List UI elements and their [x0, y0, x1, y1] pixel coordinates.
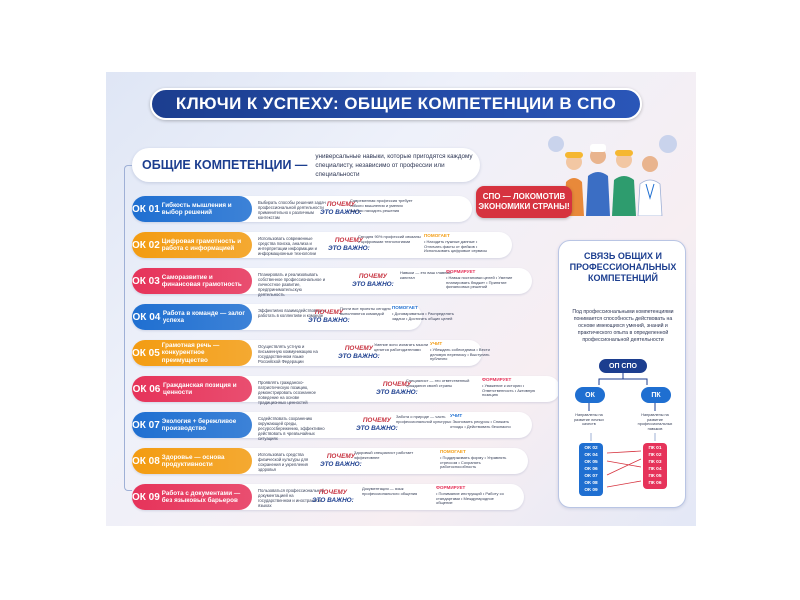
competency-name: Здоровье — основа продуктивности — [161, 453, 225, 468]
why-important-label — [352, 273, 394, 289]
skills-heading: ФОРМИРУЕТ — [446, 269, 476, 274]
competency-row — [132, 376, 560, 405]
competency-description: Пользоваться профессиональной документацией на государственном и иностранном языках — [258, 488, 324, 508]
why-label-line-1: ПОЧЕМУ — [334, 237, 363, 244]
list-bracket — [124, 165, 132, 491]
skills-heading: ФОРМИРУЕТ — [436, 485, 466, 490]
competency-code: ОК 02 — [132, 239, 160, 251]
ok-node: ОК — [575, 387, 605, 403]
competency-code: ОК 04 — [132, 311, 161, 323]
competency-pill — [132, 304, 252, 330]
poster — [106, 72, 696, 526]
competency-pill — [132, 196, 252, 222]
why-label-line-1: ПОЧЕМУ — [362, 417, 391, 424]
why-label-line-2: ЭТО ВАЖНО: — [320, 208, 362, 216]
competency-code: ОК 05 — [132, 347, 160, 359]
why-label-line-2: ЭТО ВАЖНО: — [338, 352, 380, 360]
competency-code: ОК 06 — [132, 383, 161, 395]
competency-code: ОК 09 — [132, 491, 160, 503]
competency-explanation: Умение ясно излагать мысли ценится работодателями — [374, 342, 429, 352]
skills-heading: ПОМОГАЕТ — [440, 449, 466, 454]
page-title: КЛЮЧИ К УСПЕХУ: ОБЩИЕ КОМПЕТЕНЦИИ В СПО — [150, 88, 642, 120]
ok-node-text: Направлены на развитие личных качеств — [573, 413, 605, 426]
spo-badge: СПО — ЛОКОМОТИВ ЭКОНОМИКИ СТРАНЫ! — [476, 186, 572, 218]
ok-code-item: ОК 07 — [584, 474, 598, 479]
panel-title: СВЯЗЬ ОБЩИХ И ПРОФЕССИОНАЛЬНЫХ КОМПЕТЕНЦИЙ — [569, 251, 677, 283]
why-label-line-1: ПОЧЕМУ — [318, 489, 347, 496]
competency-row — [132, 340, 490, 366]
competency-pill — [132, 232, 252, 258]
pk-code-item: ПК 05 — [648, 474, 662, 479]
competency-name: Саморазвитие и финансовая грамотность — [161, 273, 242, 288]
why-label-line-1: ПОЧЕМУ — [344, 345, 373, 352]
competency-pill — [132, 340, 252, 366]
competency-description: Выбирать способы решения задач профессиональной деятельности применительно к различным контекстам — [258, 200, 326, 220]
competency-skills — [392, 306, 462, 321]
competency-explanation: Документация — язык профессионального общения — [362, 486, 418, 496]
skills-text: • Поддерживать форму • Управлять стрессом • Сохранять работоспособность — [440, 454, 507, 470]
skills-text: • Навык постановки целей • Умение планировать бюджет • Принятие финансовых решений — [446, 274, 513, 290]
competency-description: Использовать средства физической культуры для сохранения и укрепления здоровья — [258, 452, 309, 472]
ok-code-item: ОК 08 — [584, 481, 598, 486]
competency-row — [132, 268, 532, 297]
competency-skills — [446, 270, 516, 290]
competency-row — [132, 304, 454, 330]
why-label-line-1: ПОЧЕМУ — [382, 381, 411, 388]
ok-code-item: ОК 05 — [584, 460, 598, 465]
competency-name: Гражданская позиция и ценности — [162, 381, 237, 396]
competency-skills — [424, 234, 494, 254]
competency-description: Содействовать сохранению окружающей среды, ресурсосбережению, эффективно действовать в чрезвычайных ситуациях — [258, 416, 325, 441]
why-label-line-1: ПОЧЕМУ — [314, 309, 343, 316]
why-important-label — [356, 417, 398, 433]
ok-code-item: ОК 09 — [584, 488, 598, 493]
pk-code-item: ПК 06 — [648, 481, 662, 486]
competency-name: Грамотная речь — конкурентное преимущество — [161, 341, 220, 364]
competency-skills — [482, 378, 552, 398]
competency-pill — [132, 484, 252, 510]
competency-code: ОК 08 — [132, 455, 160, 467]
competency-pill — [132, 376, 252, 402]
competency-explanation: Современная профессия требует гибкого мышления и умения быстро находить решения — [350, 198, 413, 213]
competency-explanation: Почти все проекты сегодня выполняются командой — [340, 306, 391, 316]
competency-row — [132, 412, 532, 441]
competency-description: Планировать и реализовывать собственное профессиональное и личностное развитие, предпринимательскую деятельность — [258, 272, 326, 297]
competency-row — [132, 232, 512, 258]
competency-name: Экология + бережливое производство — [161, 417, 237, 432]
competency-pill — [132, 268, 252, 294]
competency-explanation: Навыки — это ваш главный капитал — [400, 270, 452, 280]
competency-explanation: Забота о природе — часть профессиональной культуры — [396, 414, 450, 424]
competency-skills — [430, 342, 500, 362]
skills-heading: УЧИТ — [450, 413, 463, 418]
why-label-line-1: ПОЧЕМУ — [326, 453, 355, 460]
competency-explanation: Специалист — это ответственный гражданин своей страны — [406, 378, 470, 388]
competency-description: Осуществлять устную и письменную коммуникацию на государственном языке Российской Федерации — [258, 344, 318, 364]
skills-heading: ПОМОГАЕТ — [392, 305, 418, 310]
competency-row — [132, 484, 524, 510]
pk-code-item: ПК 03 — [648, 460, 662, 465]
why-important-label — [312, 489, 354, 505]
competencies-heading: ОБЩИЕ КОМПЕТЕНЦИИ — — [142, 158, 308, 172]
why-label-line-2: ЭТО ВАЖНО: — [356, 424, 398, 432]
pk-node-text: Направлены на развитие профессиональных навыков — [637, 413, 673, 431]
skills-text: • Находить нужные данные • Отличать факты от фейков • Использовать цифровые сервисы — [424, 238, 488, 254]
competency-description: Проявлять гражданско-патриотическую позицию, демонстрировать осознанное поведение на основе традиционных ценностей — [258, 380, 316, 405]
competency-pill — [132, 412, 252, 438]
competency-name: Работа в команде — залог успеха — [162, 309, 245, 324]
skills-text: • Экономить ресурсы • Снижать отходы • Действовать безопасно — [450, 418, 511, 429]
ok-codes-list — [579, 443, 603, 496]
why-label-line-1: ПОЧЕМУ — [326, 201, 355, 208]
why-label-line-2: ЭТО ВАЖНО: — [376, 388, 418, 396]
why-label-line-2: ЭТО ВАЖНО: — [328, 244, 370, 252]
skills-text: • Договариваться • Распределять задачи • Достигать общих целей — [392, 310, 454, 321]
why-label-line-2: ЭТО ВАЖНО: — [320, 460, 362, 468]
pk-codes-list — [643, 443, 667, 489]
why-label-line-2: ЭТО ВАЖНО: — [312, 496, 354, 504]
competency-explanation: Сегодня 90% профессий связаны с цифровыми технологиями — [358, 234, 421, 244]
worker-2-icon — [586, 144, 610, 216]
relation-panel — [558, 240, 686, 508]
competency-skills — [450, 414, 520, 429]
competency-explanation: Здоровый специалист работает эффективнее — [354, 450, 414, 460]
pk-code-item: ПК 04 — [648, 467, 662, 472]
panel-text: Под профессиональными компетенциями понимается способность действовать на основе имеющихся умений, знаний и практического опыта в определенной профессиональной деятельности — [572, 309, 674, 343]
competency-description: Использовать современные средства поиска, анализа и интерпретации информации и информационные технологии — [258, 236, 317, 256]
root-node: ОП СПО — [599, 359, 647, 373]
competency-name: Гибкость мышления и выбор решений — [161, 201, 232, 216]
skills-text: • Уважение к истории • Ответственность • Активную позицию — [482, 382, 536, 398]
competency-skills — [420, 198, 490, 199]
pk-code-item: ПК 02 — [648, 453, 662, 458]
competency-name: Работа с документами — без языковых барьеров — [161, 489, 241, 504]
competency-skills — [440, 450, 510, 470]
competency-skills — [436, 486, 506, 506]
competency-row — [132, 448, 528, 474]
why-label-line-2: ЭТО ВАЖНО: — [308, 316, 350, 324]
pk-code-item: ПК 01 — [648, 446, 662, 451]
competency-description: Эффективно взаимодействовать и работать в коллективе и команде — [258, 308, 326, 318]
why-label-line-2: ЭТО ВАЖНО: — [352, 280, 394, 288]
competency-row — [132, 196, 472, 222]
competency-code: ОК 07 — [132, 419, 160, 431]
competency-code: ОК 03 — [132, 275, 160, 287]
competency-code: ОК 01 — [132, 203, 160, 215]
ok-code-item: ОК 04 — [584, 453, 598, 458]
worker-3-icon — [612, 150, 636, 216]
skills-heading: ФОРМИРУЕТ — [482, 377, 512, 382]
skills-text: • Понимание инструкций • Работу со стандартами • Международное общение — [436, 490, 504, 506]
skills-text: • Убеждать собеседника • Вести деловую переписку • Выступать публично — [430, 346, 490, 362]
worker-4-icon — [638, 156, 662, 216]
ok-code-item: ОК 06 — [584, 467, 598, 472]
pk-node: ПК — [641, 387, 671, 403]
competencies-header — [132, 148, 480, 182]
why-label-line-1: ПОЧЕМУ — [358, 273, 387, 280]
ok-code-item: ОК 02 — [584, 446, 598, 451]
competency-name: Цифровая грамотность и работа с информацией — [161, 237, 242, 252]
skills-heading: ПОМОГАЕТ — [424, 233, 450, 238]
skills-heading: УЧИТ — [430, 341, 443, 346]
competency-pill — [132, 448, 252, 474]
competencies-definition: универсальные навыки, которые пригодятся каждому специалисту, независимо от профессии или специальности — [315, 152, 473, 178]
